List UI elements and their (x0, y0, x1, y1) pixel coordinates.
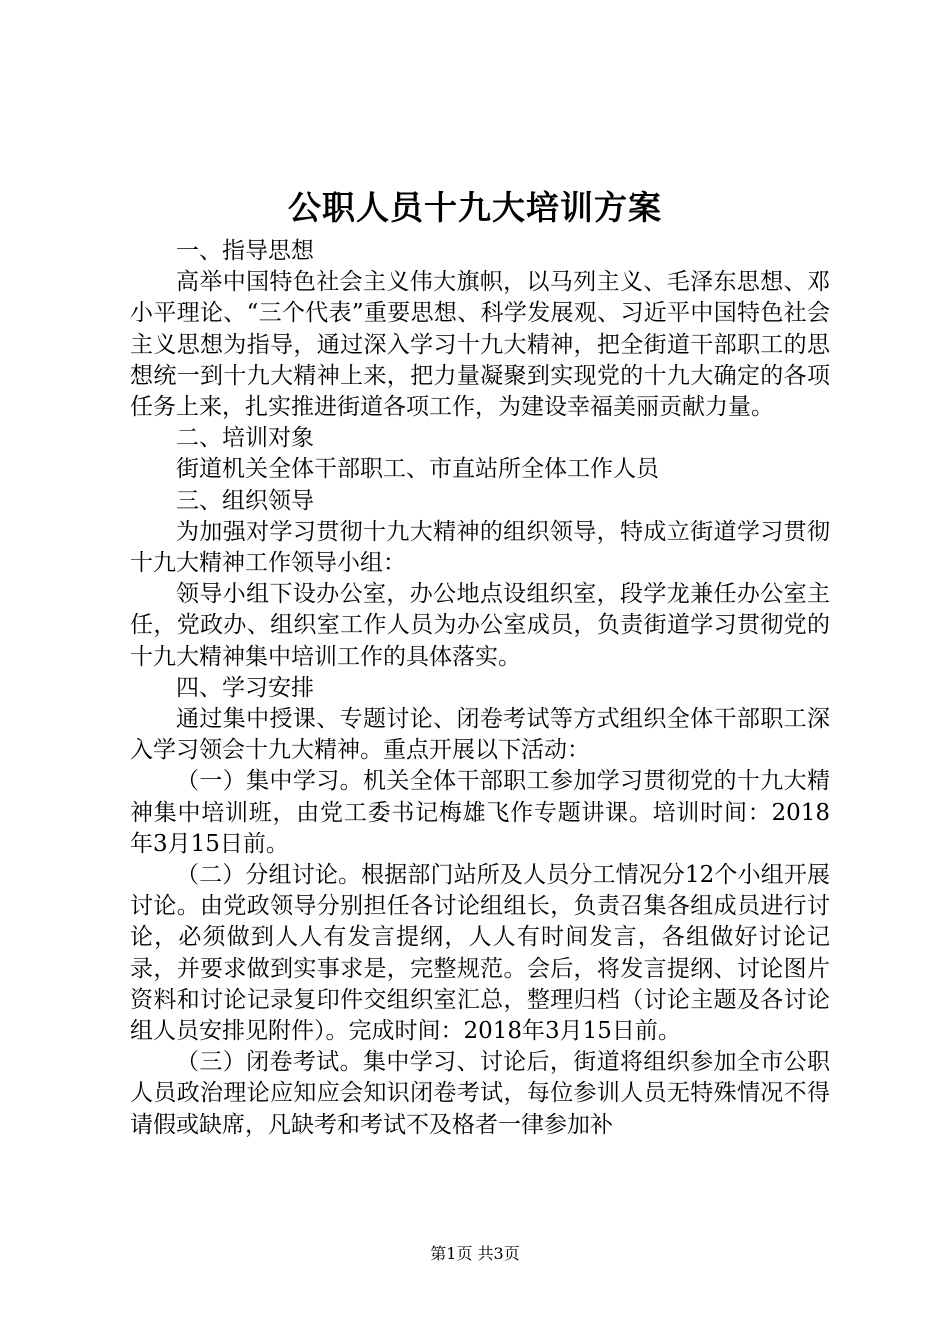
paragraph-leadership-group: 为加强对学习贯彻十九大精神的组织领导，特成立街道学习贯彻十九大精神工作领导小组： (130, 518, 830, 577)
document-body (130, 236, 830, 1141)
heading-organization-leadership: 三、组织领导 (176, 487, 314, 514)
heading-study-arrangement: 四、学习安排 (176, 674, 314, 701)
paragraph-centralized-study: （一）集中学习。机关全体干部职工参加学习贯彻党的十九大精神集中培训班，由党工委书记梅雄飞作专题讲课。培训时间：2018年3月15日前。 (130, 768, 830, 857)
paragraph-guiding-ideology: 高举中国特色社会主义伟大旗帜，以马列主义、毛泽东思想、邓小平理论、“三个代表”重要思想、科学发展观、习近平中国特色社会主义思想为指导，通过深入学习十九大精神，把全街道干部职工的思想统一到十九大精神上来，把力量凝聚到实现党的十九大确定的各项任务上来，扎实推进街道各项工作，为建设幸福美丽贡献力量。 (130, 269, 830, 421)
paragraph-study-methods: 通过集中授课、专题讨论、闭卷考试等方式组织全体干部职工深入学习领会十九大精神。重点开展以下活动： (130, 706, 830, 764)
paragraph-office-setup: 领导小组下设办公室，办公地点设组织室，段学龙兼任办公室主任，党政办、组织室工作人员为办公室成员，负责街道学习贯彻党的十九大精神集中培训工作的具体落实。 (130, 581, 830, 670)
document-title: 公职人员十九大培训方案 (288, 188, 662, 227)
paragraph-closed-book-exam: （三）闭卷考试。集中学习、讨论后，街道将组织参加全市公职人员政治理论应知应会知识闭卷考试，每位参训人员无特殊情况不得请假或缺席，凡缺考和考试不及格者一律参加补 (130, 1049, 830, 1138)
page-footer: 第1页 共3页 (430, 1244, 520, 1263)
heading-training-targets: 二、培训对象 (176, 425, 314, 452)
paragraph-group-discussion: （二）分组讨论。根据部门站所及人员分工情况分12个小组开展讨论。由党政领导分别担任各讨论组组长，负责召集各组成员进行讨论，必须做到人人有发言提纲，人人有时间发言，各组做好讨论记录，并要求做到实事求是，完整规范。会后，将发言提纲、讨论图片资料和讨论记录复印件交组织室汇总，整理归档（讨论主题及各讨论组人员安排见附件）。完成时间：2018年3月15日前。 (130, 862, 830, 1045)
heading-guiding-ideology: 一、指导思想 (176, 238, 314, 264)
paragraph-training-targets: 街道机关全体干部职工、市直站所全体工作人员 (176, 456, 659, 483)
